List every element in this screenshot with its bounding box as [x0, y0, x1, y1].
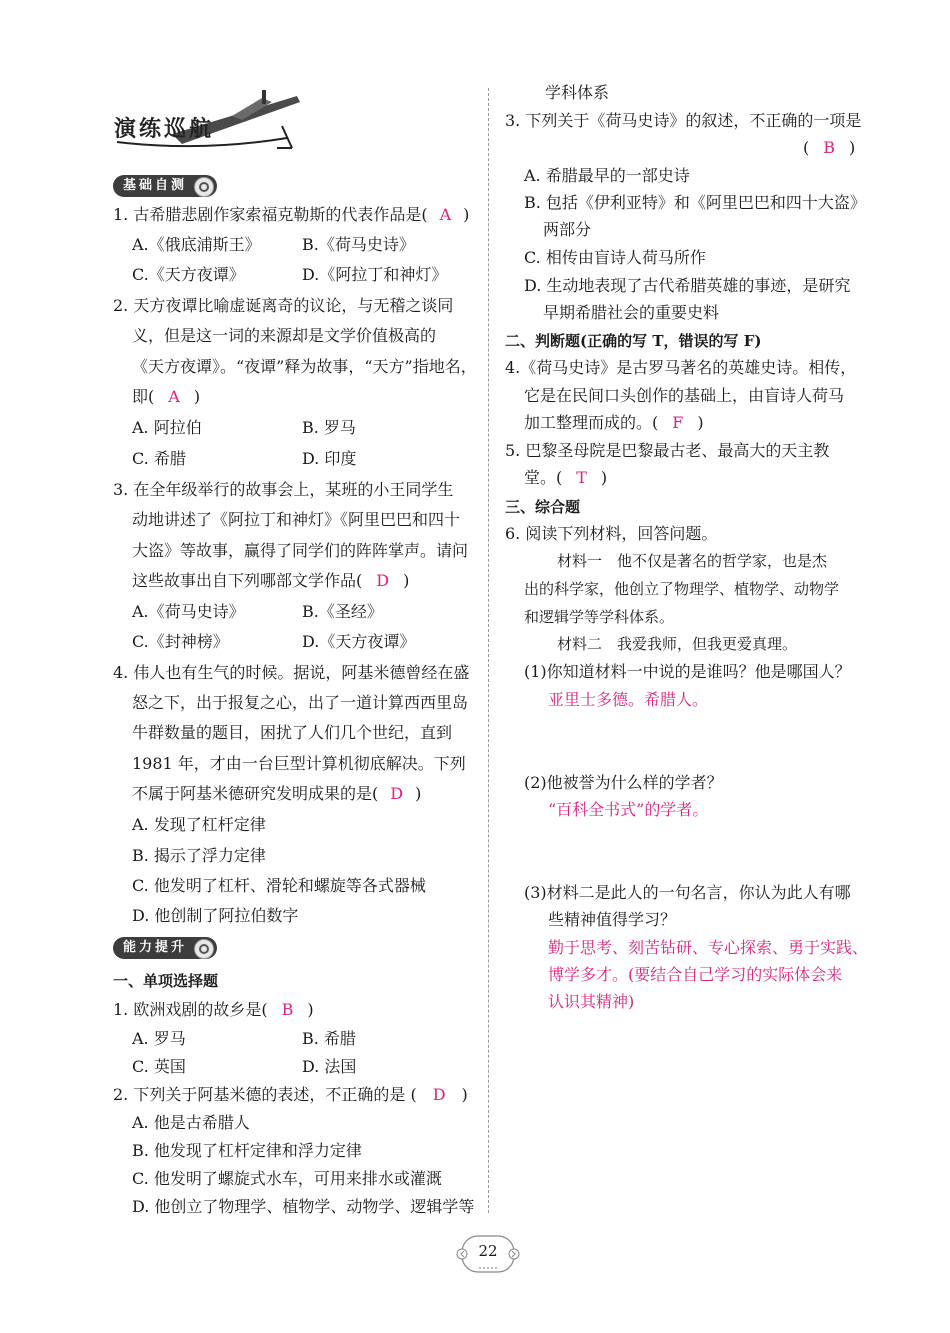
q3-line4: 这些故事出自下列哪部文学作品( D ): [132, 571, 410, 590]
q3-line1: 3. 在全年级举行的故事会上，某班的小王同学生: [113, 480, 454, 499]
p2-option-c: C. 他发明了螺旋式水车，可用来排水或灌溉: [132, 1169, 442, 1188]
q2-line4: 即( A ): [132, 387, 201, 406]
magnifier-icon: [194, 939, 214, 959]
p2-stem: 2. 下列关于阿基米德的表述，不正确的是 ( D ): [113, 1085, 468, 1104]
section-logo: [112, 86, 302, 150]
p2-answer: D: [432, 1085, 446, 1104]
part3-heading: 三、综合题: [505, 498, 581, 516]
answer-3-line2: 博学多才。(要结合自己学习的实际体会来: [548, 965, 843, 984]
section-tag-advance: 能力提升: [113, 937, 217, 959]
sub-question-3-line1: (3)材料二是此人的一句名言，你认为此人有哪: [524, 883, 851, 902]
q2-line2: 义，但是这一词的来源却是文学价值极高的: [132, 326, 437, 345]
p3-stem: 3. 下列关于《荷马史诗》的叙述，不正确的一项是: [505, 111, 862, 130]
p3-answer-line: ( B ): [803, 138, 856, 157]
q6-intro: 6. 阅读下列材料，回答问题。: [505, 524, 718, 543]
p2-option-a: A. 他是古希腊人: [132, 1113, 250, 1132]
page-number: 22: [478, 1242, 498, 1260]
q4-option-c: C. 他发明了杠杆、滑轮和螺旋等各式器械: [132, 876, 426, 895]
material1-line2: 出的科学家，他创立了物理学、植物学、动物学: [524, 580, 840, 598]
q2-line3: 《天方夜谭》。“夜谭”释为故事，“天方”指地名，: [132, 357, 477, 376]
q4-option-d: D. 他创制了阿拉伯数字: [132, 906, 299, 925]
material1-line3: 和逻辑学等学科体系。: [524, 608, 675, 626]
part1-heading: 一、单项选择题: [113, 972, 219, 990]
q4-line3: 牛群数量的题目，困扰了人们几个世纪，直到: [132, 723, 453, 742]
q2-option-a: A. 阿拉伯: [132, 418, 202, 437]
q3-option-a: A.《荷马史诗》: [132, 602, 245, 621]
j5-line2: 堂。( T ): [524, 468, 608, 487]
sub-question-2: (2)他被誉为什么样的学者？: [524, 773, 723, 792]
sub-question-3-line2: 些精神值得学习？: [548, 910, 677, 929]
q2-option-d: D. 印度: [302, 449, 357, 468]
material2: 材料二 我爱我师，但我更爱真理。: [557, 635, 798, 653]
q4-line4: 1981 年，才由一台巨型计算机彻底解决。下列: [132, 754, 466, 773]
q4-answer: D: [390, 784, 404, 803]
q1-option-d: D.《阿拉丁和神灯》: [302, 265, 448, 284]
magnifier-icon: [194, 177, 214, 197]
j5-answer: T: [576, 468, 587, 487]
part2-heading: 二、判断题(正确的写 T，错误的写 F): [505, 332, 762, 350]
p3-option-c: C. 相传由盲诗人荷马所作: [524, 248, 706, 267]
q2-option-b: B. 罗马: [302, 418, 356, 437]
section-tag-basic: 基础自测: [113, 175, 217, 197]
q2-option-c: C. 希腊: [132, 449, 186, 468]
p1-option-d: D. 法国: [302, 1057, 357, 1076]
q4-line5: 不属于阿基米德研究发明成果的是( D ): [132, 784, 422, 803]
p2-option-d-cont: 学科体系: [545, 83, 610, 102]
p3-option-d: D. 生动地表现了古代希腊英雄的事迹，是研究: [524, 276, 851, 295]
logo-title: 演练巡航: [114, 116, 215, 142]
p1-option-a: A. 罗马: [132, 1029, 186, 1048]
q4-option-a: A. 发现了杠杆定律: [132, 815, 266, 834]
p1-option-c: C. 英国: [132, 1057, 186, 1076]
q4-line1: 4. 伟人也有生气的时候。据说，阿基米德曾经在盛: [113, 663, 470, 682]
q2-line1: 2. 天方夜谭比喻虚诞离奇的议论，与无稽之谈同: [113, 296, 454, 315]
q1-stem: 1. 古希腊悲剧作家索福克勒斯的代表作品是( A ): [113, 205, 470, 224]
p3-option-b-cont: 两部分: [543, 220, 592, 239]
q1-answer: A: [439, 205, 452, 224]
p3-option-a: A. 希腊最早的一部史诗: [524, 166, 690, 185]
q3-line3: 大盗》等故事，赢得了同学们的阵阵掌声。请问: [132, 541, 469, 560]
q3-option-c: C.《封神榜》: [132, 632, 229, 651]
q3-answer: D: [376, 571, 390, 590]
page-number-badge: [456, 1234, 520, 1276]
q2-answer: A: [168, 387, 180, 406]
q3-option-d: D.《天方夜谭》: [302, 632, 416, 651]
p2-option-d: D. 他创立了物理学、植物学、动物学、逻辑学等: [132, 1197, 475, 1216]
column-divider: [488, 88, 489, 1213]
p3-answer: B: [823, 138, 836, 157]
answer-2: “百科全书式”的学者。: [548, 800, 709, 819]
p1-stem: 1. 欧洲戏剧的故乡是( B ): [113, 1000, 314, 1019]
p3-option-d-cont: 早期希腊社会的重要史料: [543, 303, 720, 322]
q4-line2: 怒之下，出于报复之心，出了一道计算西西里岛: [132, 693, 469, 712]
q1-option-b: B.《荷马史诗》: [302, 235, 415, 254]
p2-option-b: B. 他发现了杠杆定律和浮力定律: [132, 1141, 362, 1160]
p1-answer: B: [281, 1000, 294, 1019]
j4-line1: 4.《荷马史诗》是古罗马著名的英雄史诗。相传，: [505, 358, 857, 377]
sub-question-1: (1)你知道材料一中说的是谁吗？他是哪国人？: [524, 662, 851, 681]
q3-line2: 动地讲述了《阿拉丁和神灯》《阿里巴巴和四十: [132, 510, 461, 529]
j5-line1: 5. 巴黎圣母院是巴黎最古老、最高大的天主教: [505, 441, 830, 460]
answer-1: 亚里士多德。希腊人。: [548, 690, 709, 709]
j4-answer: F: [672, 413, 684, 432]
j4-line2: 它是在民间口头创作的基础上，由盲诗人荷马: [524, 386, 845, 405]
material1-line1: 材料一 他不仅是著名的哲学家，也是杰: [557, 552, 828, 570]
answer-3-line1: 勤于思考、刻苦钻研、专心探索、勇于实践、: [548, 938, 869, 957]
q1-option-a: A.《俄底浦斯王》: [132, 235, 261, 254]
j4-line3: 加工整理而成的。( F ): [524, 413, 704, 432]
q1-option-c: C.《天方夜谭》: [132, 265, 245, 284]
q4-option-b: B. 揭示了浮力定律: [132, 846, 266, 865]
p1-option-b: B. 希腊: [302, 1029, 356, 1048]
answer-3-line3: 认识其精神): [548, 992, 635, 1011]
q3-option-b: B.《圣经》: [302, 602, 383, 621]
p3-option-b: B. 包括《伊利亚特》和《阿里巴巴和四十大盗》: [524, 193, 866, 212]
